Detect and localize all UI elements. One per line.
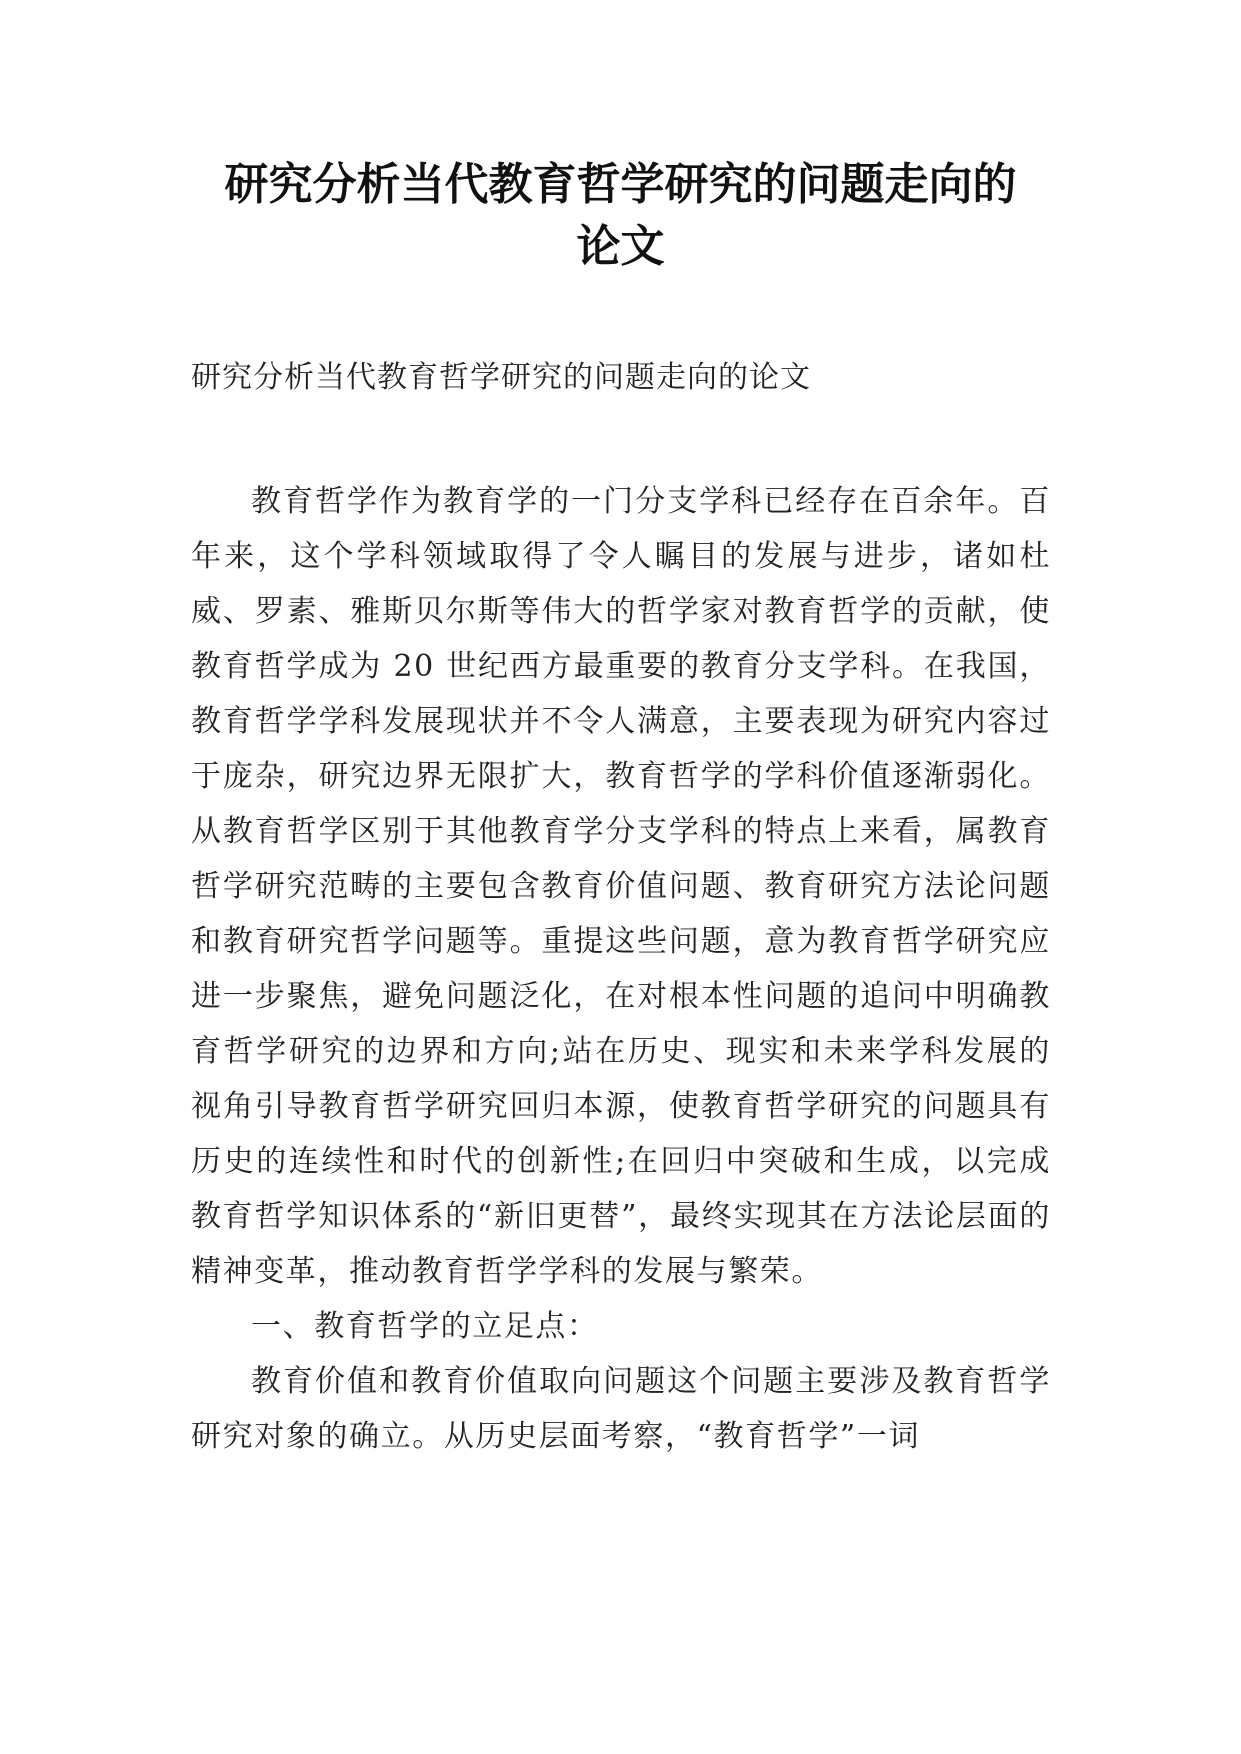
document-body [191,474,1051,1464]
document-title-line-2: 论文 [576,221,665,272]
document-subtitle: 研究分析当代教育哲学研究的问题走向的论文 [191,360,811,395]
section-heading-1: 一、教育哲学的立足点： [251,1309,599,1344]
body-paragraph-section-1: 教育价值和教育价值取向问题这个问题主要涉及教育哲学研究对象的确立。从历史层面考察，“教育哲学”一词 [191,1364,1051,1454]
body-paragraph-intro: 教育哲学作为教育学的一门分支学科已经存在百余年。百年来，这个学科领域取得了令人瞩目的发展与进步，诸如杜威、罗素、雅斯贝尔斯等伟大的哲学家对教育哲学的贡献，使教育哲学成为 20 世纪西方最重要的教育分支学科。在我国，教育哲学学科发展现状并不令人满意，主要表现为研究内容过于庞杂，研究边界无限扩大，教育哲学的学科价值逐渐弱化。从教育哲学区别于其他教育学分支学科的特点上来看，属教育哲学研究范畴的主要包含教育价值问题、教育研究方法论问题和教育研究哲学问题等。重提这些问题，意为教育哲学研究应进一步聚焦，避免问题泛化，在对根本性问题的追问中明确教育哲学研究的边界和方向;站在历史、现实和未来学科发展的视角引导教育哲学研究回归本源，使教育哲学研究的问题具有历史的连续性和时代的创新性;在回归中突破和生成，以完成教育哲学知识体系的“新旧更替”，最终实现其在方法论层面的精神变革，推动教育哲学学科的发展与繁荣。 [191,484,1051,1289]
document-title-line-1: 研究分析当代教育哲学研究的问题走向的 [224,159,1017,210]
document-title [150,154,1091,278]
